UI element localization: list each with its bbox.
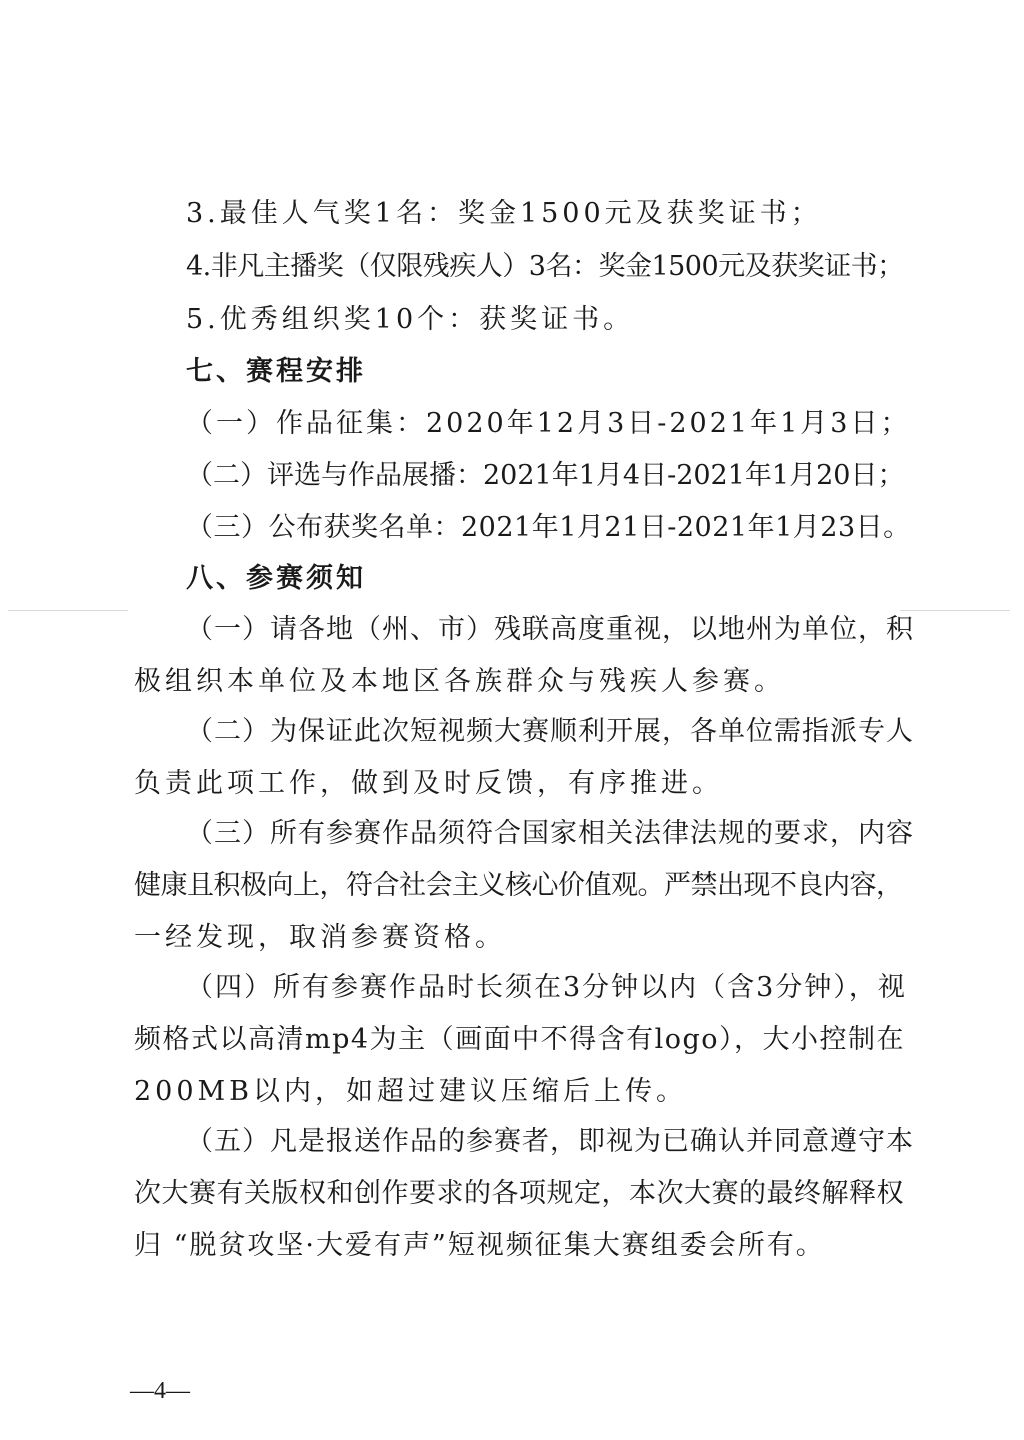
award-line-4: 4.非凡主播奖（仅限残疾人）3名：奖金1500元及获奖证书； — [186, 251, 904, 282]
award-line-3: 3.最佳人气奖1名：奖金1500元及获奖证书； — [186, 198, 822, 229]
note-3-line-3: 一经发现，取消参赛资格。 — [134, 922, 506, 953]
note-4-line-2: 频格式以高清mp4为主（画面中不得含有logo），大小控制在 — [134, 1024, 905, 1055]
note-2-line-1: （二）为保证此次短视频大赛顺利开展，各单位需指派专人 — [186, 716, 914, 747]
scan-artifact-right — [900, 610, 1010, 611]
section-heading-notes: 八、参赛须知 — [186, 563, 366, 594]
note-3-line-2: 健康且积极向上，符合社会主义核心价值观。严禁出现不良内容， — [134, 870, 903, 901]
note-5-line-2: 次大赛有关版权和创作要求的各项规定，本次大赛的最终解释权 — [134, 1178, 904, 1209]
page-number: —4— — [130, 1378, 190, 1404]
schedule-item-1: （一）作品征集：2020年12月3日-2021年1月3日； — [186, 408, 911, 439]
note-3-line-1: （三）所有参赛作品须符合国家相关法律法规的要求，内容 — [186, 818, 914, 849]
note-1-line-2: 极组织本单位及本地区各族群众与残疾人参赛。 — [134, 666, 785, 697]
note-5-line-1: （五）凡是报送作品的参赛者，即视为已确认并同意遵守本 — [186, 1126, 914, 1157]
note-5-line-3: 归 “脱贫攻坚·大爱有声”短视频征集大赛组委会所有。 — [134, 1230, 825, 1261]
award-line-5: 5.优秀组织奖10个：获奖证书。 — [186, 304, 635, 335]
note-1-line-1: （一）请各地（州、市）残联高度重视，以地州为单位，积 — [186, 614, 914, 645]
note-4-line-1: （四）所有参赛作品时长须在3分钟以内（含3分钟），视 — [186, 972, 907, 1003]
note-4-line-3: 200MB以内，如超过建议压缩后上传。 — [134, 1076, 688, 1107]
schedule-item-2: （二）评选与作品展播：2021年1月4日-2021年1月20日； — [186, 460, 905, 491]
schedule-item-3: （三）公布获奖名单：2021年1月21日-2021年1月23日。 — [186, 512, 911, 543]
scan-artifact-left — [8, 610, 128, 611]
section-heading-schedule: 七、赛程安排 — [186, 356, 366, 387]
note-2-line-2: 负责此项工作，做到及时反馈，有序推进。 — [134, 768, 723, 799]
